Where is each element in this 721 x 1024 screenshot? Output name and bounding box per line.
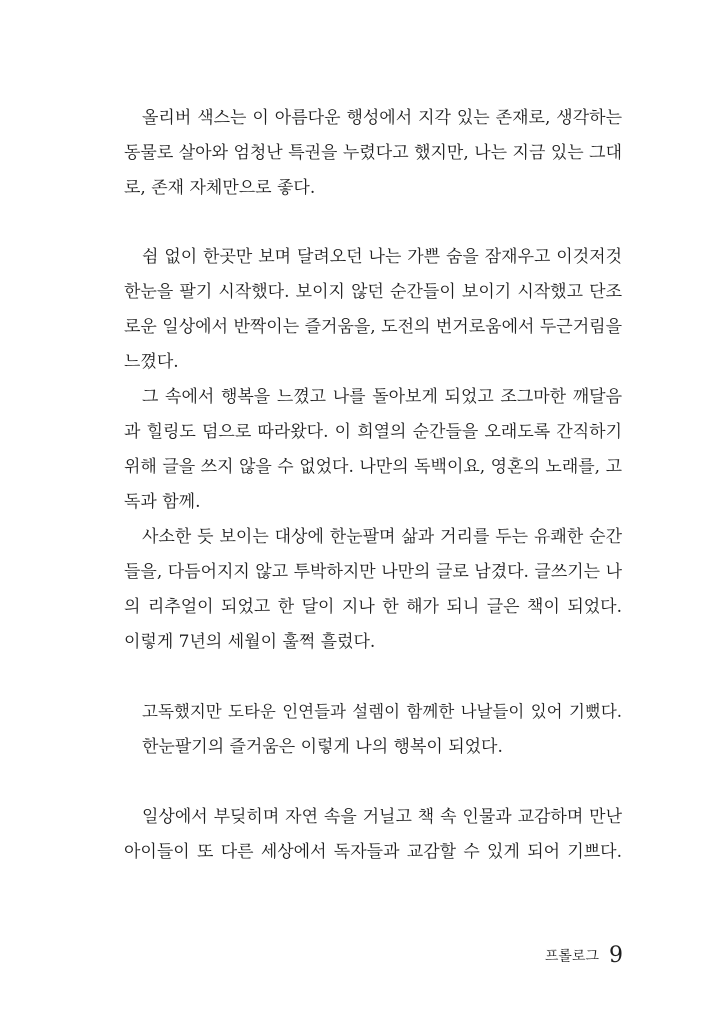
paragraph-2-line-3: 로운 일상에서 반짝이는 즐거움을, 도전의 번거로움에서 두근거림을: [124, 317, 622, 337]
paragraph-2-line-4: 느꼈다.: [124, 352, 179, 372]
paragraph-3-line-3: 위해 글을 쓰지 않을 수 없었다. 나만의 독백이요, 영혼의 노래를, 고: [124, 457, 622, 477]
paragraph-4-line-4: 이렇게 7년의 세월이 훌쩍 흘렀다.: [124, 632, 376, 652]
paragraph-4-line-1: 사소한 듯 보이는 대상에 한눈팔며 삶과 거리를 두는 유쾌한 순간: [142, 527, 622, 547]
page-number: 9: [609, 943, 623, 968]
paragraph-1-line-3: 로, 존재 자체만으로 좋다.: [124, 178, 316, 198]
paragraph-2-line-1: 쉼 없이 한곳만 보며 달려오던 나는 가쁜 숨을 잠재우고 이것저것: [142, 247, 622, 267]
paragraph-7-line-2: 아이들이 또 다른 세상에서 독자들과 교감할 수 있게 되어 기쁘다.: [124, 842, 622, 862]
page-footer: [545, 943, 623, 968]
paragraph-1-line-2: 동물로 살아와 엄청난 특권을 누렸다고 했지만, 나는 지금 있는 그대: [124, 143, 622, 163]
paragraph-4-line-2: 들을, 다듬어지지 않고 투박하지만 나만의 글로 남겼다. 글쓰기는 나: [124, 562, 622, 582]
paragraph-3-line-1: 그 속에서 행복을 느꼈고 나를 돌아보게 되었고 조그마한 깨달음: [142, 387, 622, 407]
paragraph-2-line-2: 한눈을 팔기 시작했다. 보이지 않던 순간들이 보이기 시작했고 단조: [124, 282, 622, 302]
paragraph-7-line-1: 일상에서 부딪히며 자연 속을 거닐고 책 속 인물과 교감하며 만난: [142, 807, 622, 827]
paragraph-6-line-1: 한눈팔기의 즐거움은 이렇게 나의 행복이 되었다.: [142, 737, 503, 757]
paragraph-5-line-1: 고독했지만 도타운 인연들과 설렘이 함께한 나날들이 있어 기뻤다.: [142, 702, 622, 721]
paragraph-1-line-1: 올리버 색스는 이 아름다운 행성에서 지각 있는 존재로, 생각하는: [142, 108, 622, 128]
paragraph-3-line-4: 독과 함께.: [124, 492, 201, 512]
section-label: 프롤로그: [544, 948, 599, 965]
paragraph-3-line-2: 과 힐링도 덤으로 따라왔다. 이 희열의 순간들을 오래도록 간직하기: [124, 422, 622, 442]
paragraph-4-line-3: 의 리추얼이 되었고 한 달이 지나 한 해가 되니 글은 책이 되었다.: [124, 597, 622, 617]
